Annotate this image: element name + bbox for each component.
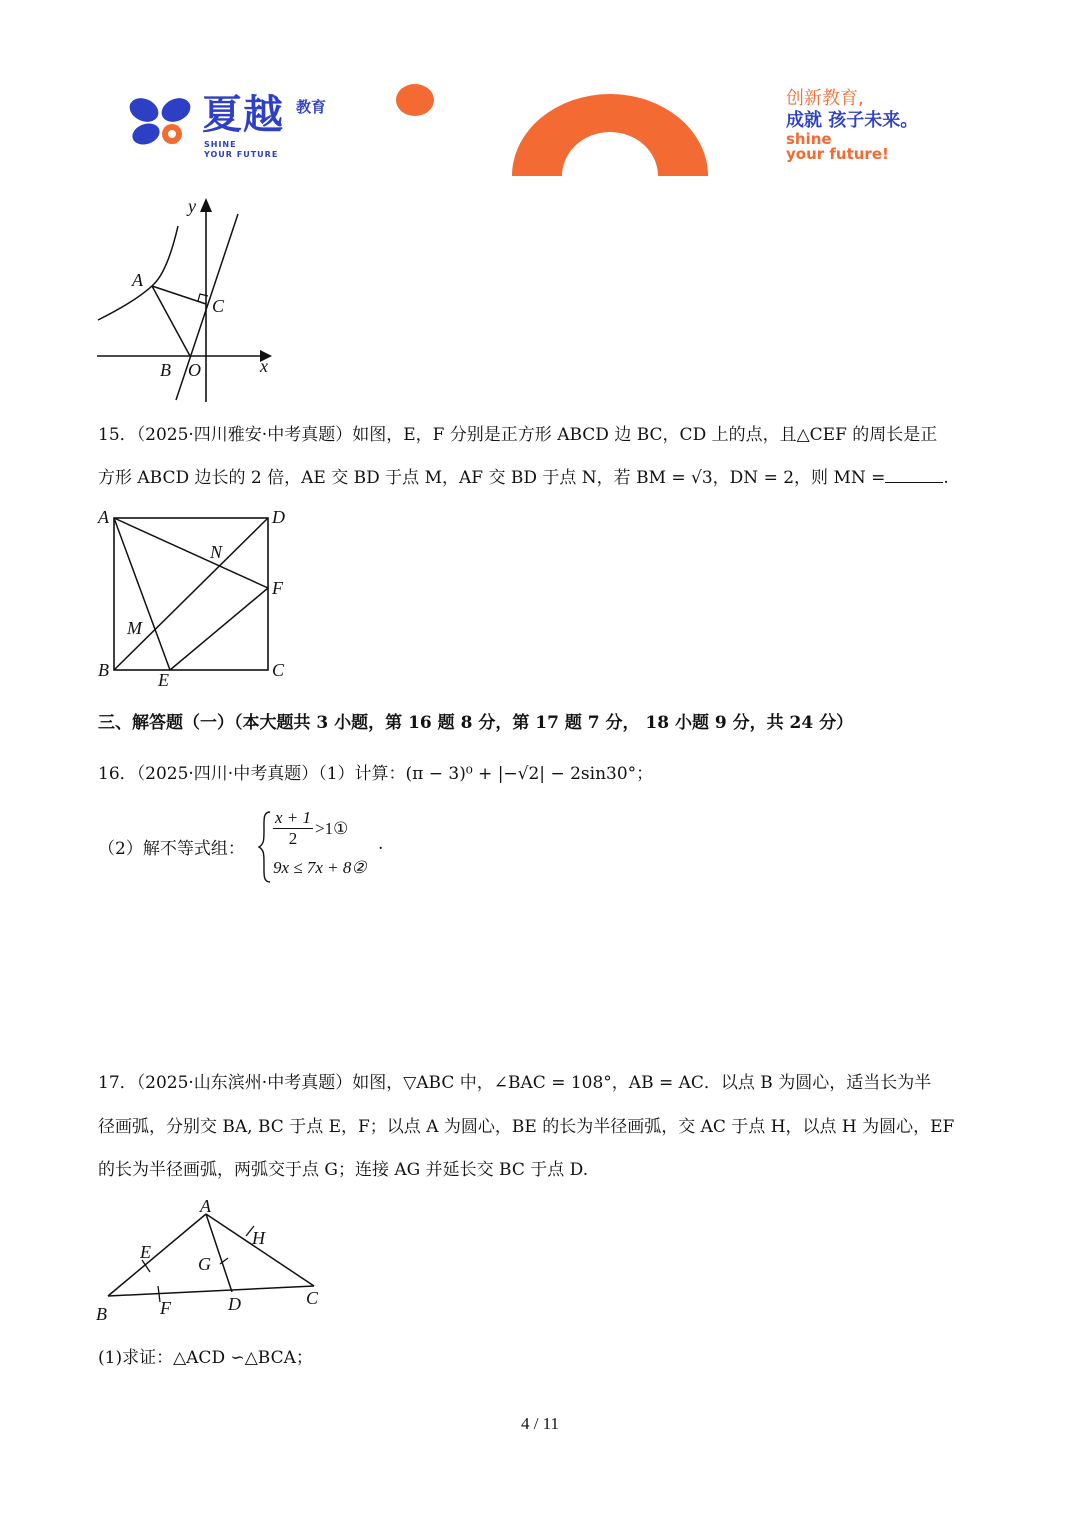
fig15-label-c: C bbox=[272, 660, 285, 680]
fig14-label-y: y bbox=[188, 196, 196, 216]
slogan-line-4: your future! bbox=[786, 145, 889, 163]
q15-figure bbox=[94, 504, 294, 690]
q17-figure bbox=[94, 1198, 334, 1328]
flower-logo-icon bbox=[128, 96, 194, 148]
fig15-label-e: E bbox=[158, 670, 169, 690]
brand-name: 夏越 bbox=[202, 92, 284, 138]
fig14-label-x: x bbox=[260, 356, 268, 376]
fig17-label-d: D bbox=[228, 1294, 241, 1314]
q16-end: . bbox=[378, 834, 384, 854]
ineq-1-numerator: x + 1 bbox=[275, 808, 312, 827]
slogan-line-2: 成就 孩子未来。 bbox=[786, 110, 919, 131]
section-3-header: 三、解答题（一）（本大题共 3 小题，第 16 题 8 分，第 17 题 7 分， 18 小题 9 分，共 24 分） bbox=[98, 713, 854, 733]
decorative-arch-icon bbox=[510, 92, 710, 178]
q17-line-3: 的长为半径画弧，两弧交于点 G；连接 AG 并延长交 BC 于点 D. bbox=[98, 1160, 589, 1180]
q15-line-2-text: 方形 ABCD 边长的 2 倍，AE 交 BD 于点 M，AF 交 BD 于点 N，若 BM = √3，DN = 2，则 MN = bbox=[98, 468, 886, 488]
q16-part-2 bbox=[98, 808, 418, 888]
brand-en-1: SHINE bbox=[204, 140, 237, 149]
decorative-dot-icon bbox=[394, 82, 436, 118]
ineq-1-denominator: 2 bbox=[288, 829, 298, 848]
brand-en-2: YOUR FUTURE bbox=[204, 150, 279, 159]
fig15-label-d: D bbox=[272, 507, 285, 527]
fig14-label-c: C bbox=[212, 296, 225, 316]
q17-line-2: 径画弧，分别交 BA, BC 于点 E，F；以点 A 为圆心，BE 的长为半径画弧，交 AC 于点 H，以点 H 为圆心，EF bbox=[98, 1117, 955, 1137]
slogan-line-1: 创新教育, bbox=[786, 88, 864, 109]
fig15-label-n: N bbox=[210, 542, 223, 562]
slogan bbox=[786, 88, 966, 162]
q14-figure bbox=[92, 192, 282, 404]
page-number: 4 / 11 bbox=[520, 1414, 560, 1433]
q16-part-2-label: （2）解不等式组： bbox=[98, 839, 245, 859]
ineq-1 bbox=[273, 808, 348, 849]
fig15-label-m: M bbox=[127, 618, 142, 638]
ineq-2: 9x ≤ 7x + 8② bbox=[273, 858, 367, 877]
q15-line-2 bbox=[98, 467, 949, 489]
system-brace-icon bbox=[258, 810, 272, 884]
fig15-label-f: F bbox=[272, 578, 283, 598]
fig14-label-o: O bbox=[188, 360, 201, 380]
fig14-label-a: A bbox=[132, 270, 143, 290]
fig17-label-e: E bbox=[140, 1242, 151, 1262]
fig17-label-c: C bbox=[306, 1288, 319, 1308]
fig17-label-h: H bbox=[252, 1228, 265, 1248]
fig17-label-f: F bbox=[160, 1298, 171, 1318]
q17-line-1: 17．（2025·山东滨州·中考真题）如图，▽ABC 中，∠BAC = 108°，AB = AC．以点 B 为圆心，适当长为半 bbox=[98, 1073, 932, 1093]
q15-line-1: 15．（2025·四川雅安·中考真题）如图，E，F 分别是正方形 ABCD 边 BC，CD 上的点，且△CEF 的周长是正 bbox=[98, 425, 938, 445]
brand-logo bbox=[128, 92, 348, 162]
q17-part-1: (1)求证：△ACD ∽△BCA； bbox=[98, 1348, 313, 1368]
fig17-label-b: B bbox=[96, 1304, 107, 1324]
q15-line-2-end: . bbox=[943, 468, 949, 488]
fig17-label-a: A bbox=[200, 1198, 211, 1216]
ineq-1-rest: >1① bbox=[315, 818, 349, 838]
fig17-label-g: G bbox=[198, 1254, 211, 1274]
fig15-label-b: B bbox=[98, 660, 109, 680]
fig14-label-b: B bbox=[160, 360, 171, 380]
slogan-line-3: shine bbox=[786, 130, 832, 148]
q16-part-1: 16．（2025·四川·中考真题）（1）计算：(π − 3)⁰ + |−√2| − 2sin30°； bbox=[98, 764, 654, 784]
answer-blank bbox=[885, 468, 943, 483]
fig15-label-a: A bbox=[98, 507, 109, 527]
brand-suffix: 教育 bbox=[296, 98, 327, 116]
